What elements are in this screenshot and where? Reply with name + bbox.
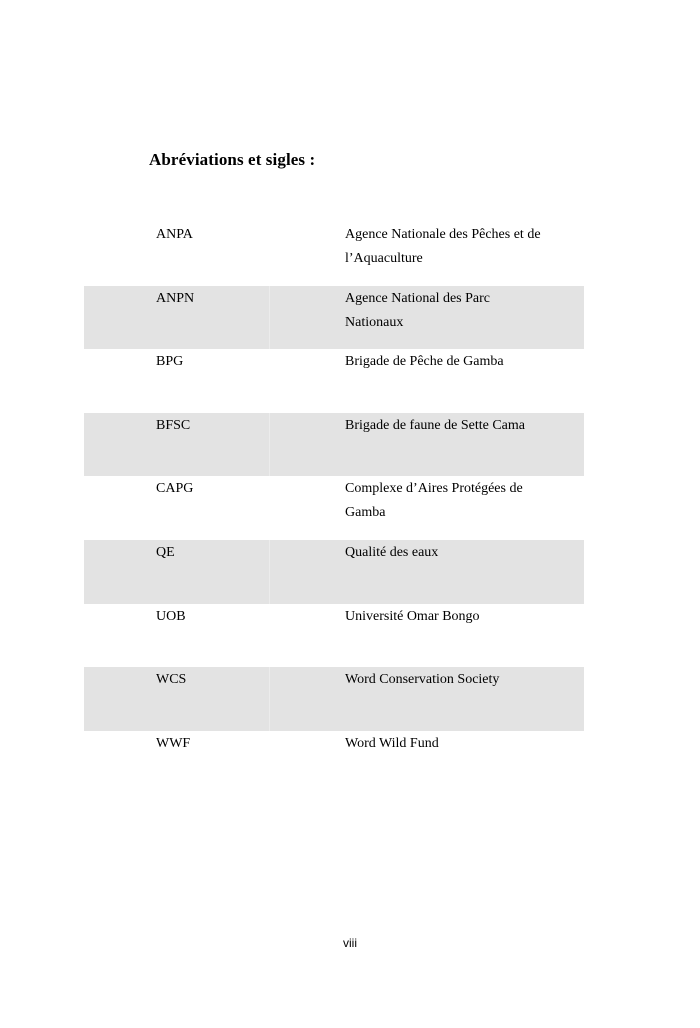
abbreviation-code: QE (156, 544, 175, 560)
abbreviation-code: WWF (156, 735, 191, 751)
page-title: Abréviations et sigles : (149, 150, 316, 169)
abbreviation-meaning: Qualité des eaux (345, 544, 439, 560)
abbreviation-code: ANPA (156, 227, 193, 242)
abbreviation-code: BFSC (156, 417, 191, 433)
abbreviation-meaning: Agence National des Parc Nationaux (345, 290, 490, 330)
abbreviation-meaning: Université Omar Bongo (345, 608, 480, 624)
abbreviation-code: BPG (156, 354, 184, 370)
abbreviation-meaning: Complexe d’Aires Protégées de Gamba (345, 481, 523, 521)
table-row (84, 349, 584, 413)
table-row (84, 540, 584, 604)
table-row (84, 476, 584, 540)
table-row (84, 222, 584, 286)
abbreviation-meaning: Brigade de faune de Sette Cama (345, 417, 525, 433)
table-row (84, 731, 584, 795)
page-number: viii (343, 936, 357, 950)
abbreviation-code: UOB (156, 608, 186, 624)
abbreviation-meaning: Word Conservation Society (345, 672, 500, 688)
abbreviation-meaning: Agence Nationale des Pêches et de l’Aquaculture (345, 227, 541, 266)
abbreviation-code: ANPN (156, 290, 195, 306)
abbreviation-code: WCS (156, 672, 187, 688)
table-row (84, 286, 584, 350)
abbreviation-meaning: Word Wild Fund (345, 735, 439, 751)
abbreviation-meaning: Brigade de Pêche de Gamba (345, 354, 504, 370)
table-row (84, 604, 584, 668)
table-row (84, 413, 584, 477)
abbreviations-table (84, 222, 584, 794)
table-row (84, 667, 584, 731)
abbreviation-code: CAPG (156, 481, 194, 497)
